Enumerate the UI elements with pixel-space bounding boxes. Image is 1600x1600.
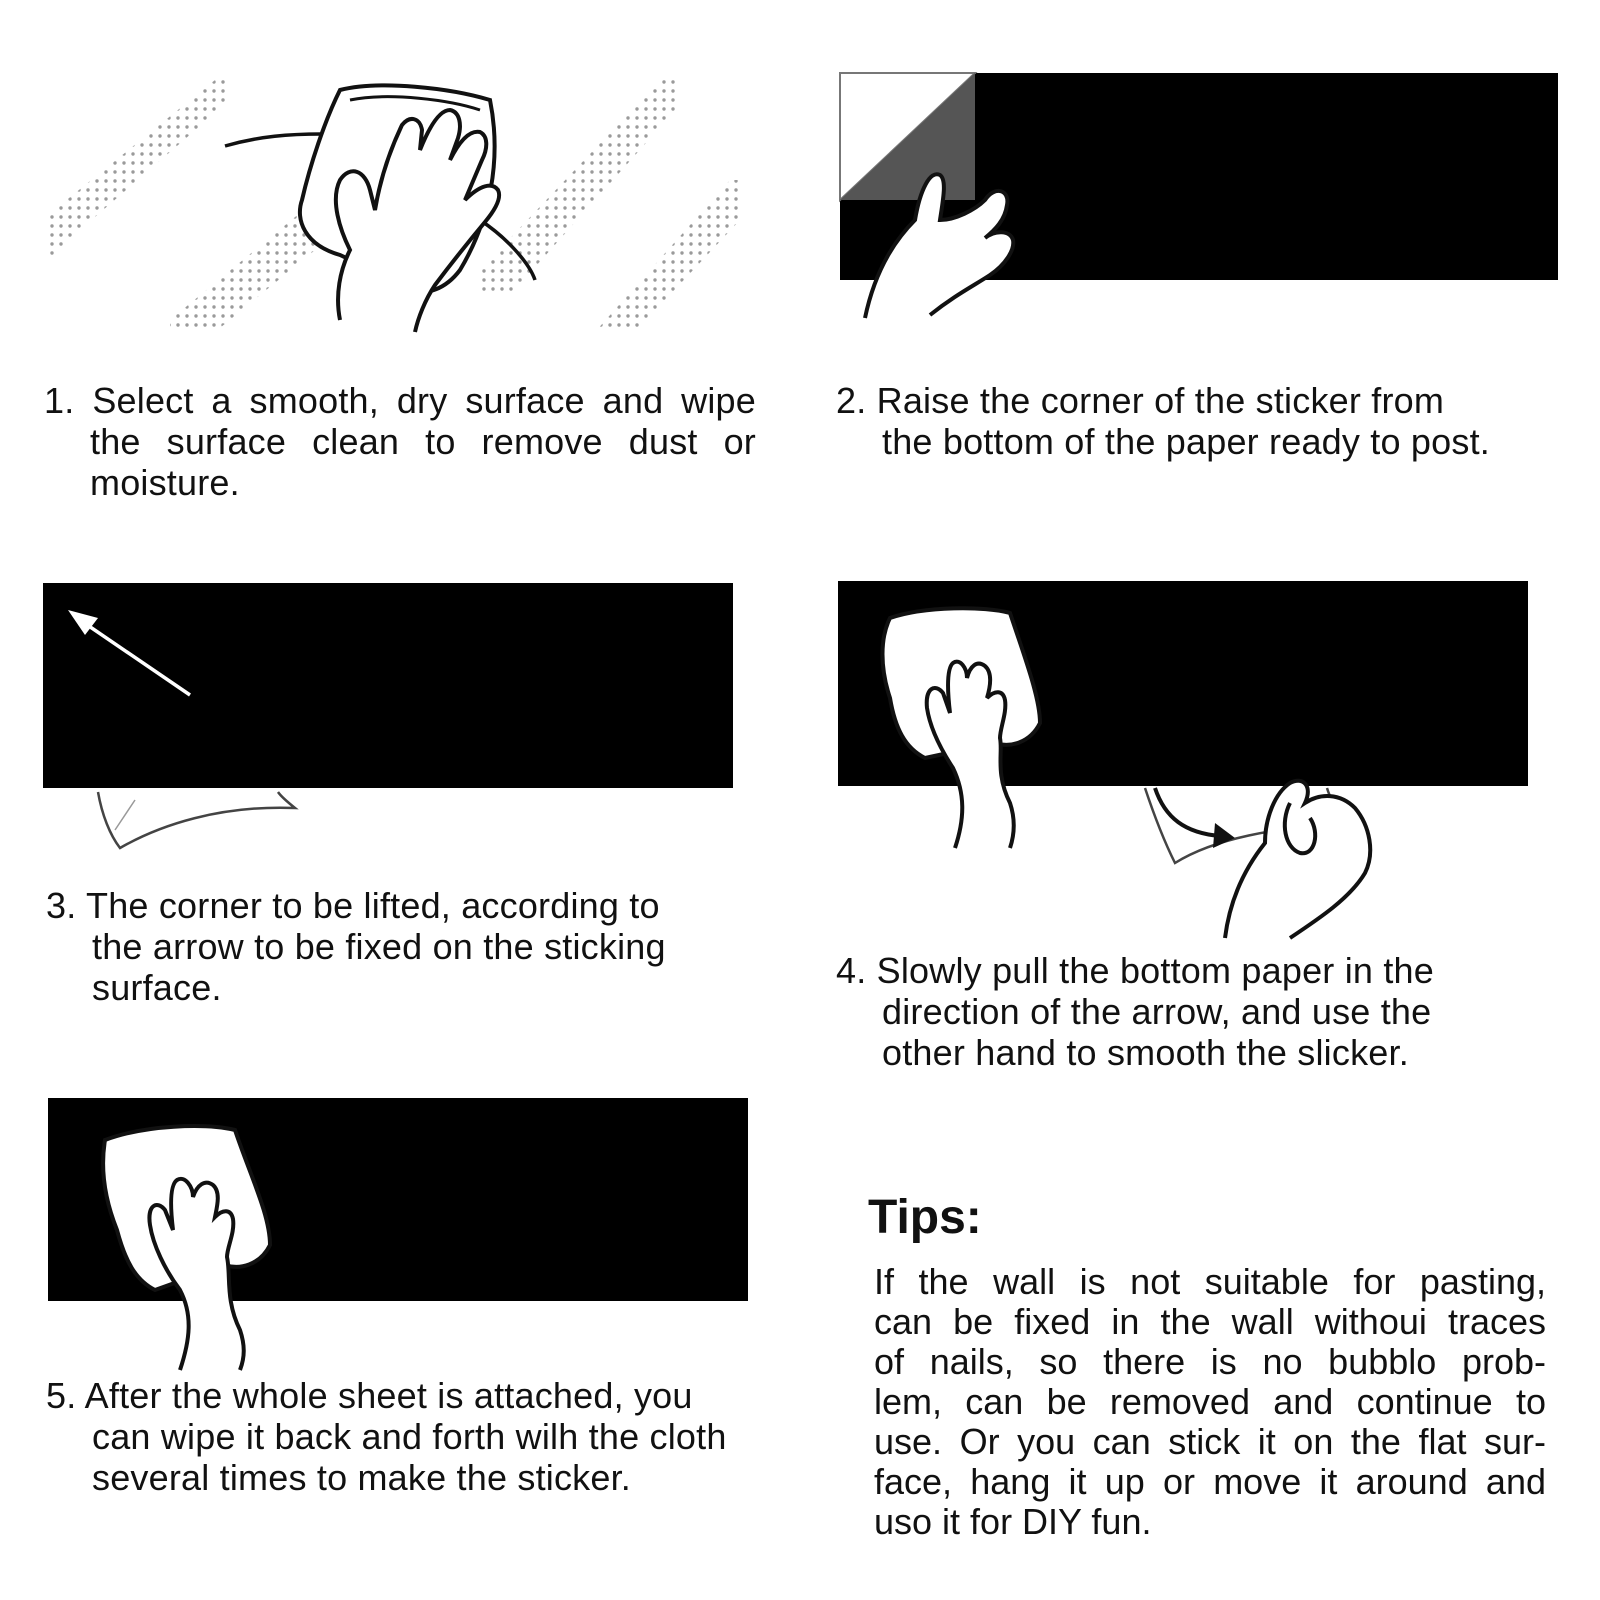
tips-body bbox=[874, 1262, 1546, 1542]
step-line: Select a smooth, dry surface and wipe bbox=[92, 380, 757, 421]
step-number: 3. bbox=[46, 885, 77, 926]
step-line: Slowly pull the bottom paper in the bbox=[876, 950, 1434, 991]
step-4-illustration bbox=[835, 578, 1565, 948]
step-4-text bbox=[836, 950, 1566, 1073]
step-number: 4. bbox=[836, 950, 867, 991]
step-2-text bbox=[836, 380, 1566, 462]
step-number: 2. bbox=[836, 380, 867, 421]
step-1-text bbox=[44, 380, 756, 503]
step-line: The corner to be lifted, according to bbox=[86, 885, 660, 926]
tips-title: Tips: bbox=[868, 1191, 982, 1244]
step-number: 5. bbox=[46, 1375, 77, 1416]
step-5-illustration bbox=[45, 1095, 755, 1375]
tips-line: face, hang it up or move it around and bbox=[874, 1461, 1546, 1502]
step-line: the bottom of the paper ready to post. bbox=[882, 421, 1490, 462]
step-line: Raise the corner of the sticker from bbox=[876, 380, 1445, 421]
step-1-illustration bbox=[40, 70, 760, 340]
step-line: can wipe it back and forth wilh the cloth bbox=[92, 1416, 727, 1457]
tips-line: use. Or you can stick it on the flat sur- bbox=[874, 1421, 1546, 1462]
step-line: the surface clean to remove dust or bbox=[90, 421, 756, 462]
step-2-illustration bbox=[835, 70, 1565, 330]
step-line: several times to make the sticker. bbox=[92, 1457, 631, 1498]
step-line: other hand to smooth the slicker. bbox=[882, 1032, 1409, 1073]
sticker-panel bbox=[43, 583, 733, 788]
step-3-text bbox=[46, 885, 746, 1008]
tips-line: lem, can be removed and continue to bbox=[874, 1381, 1546, 1422]
step-3-illustration bbox=[40, 580, 740, 850]
step-line: direction of the arrow, and use the bbox=[882, 991, 1432, 1032]
step-5-text bbox=[46, 1375, 776, 1498]
step-line: moisture. bbox=[90, 462, 240, 503]
step-number: 1. bbox=[44, 380, 75, 421]
step-line: After the whole sheet is attached, you bbox=[84, 1375, 693, 1416]
tips-line: uso it for DIY fun. bbox=[874, 1501, 1152, 1542]
step-line: the arrow to be fixed on the sticking bbox=[92, 926, 666, 967]
step-line: surface. bbox=[92, 967, 222, 1008]
tips-line: If the wall is not suitable for pasting, bbox=[874, 1261, 1546, 1302]
backing-paper bbox=[98, 792, 295, 848]
tips-line: can be fixed in the wall withoui traces bbox=[874, 1301, 1546, 1342]
tips-line: of nails, so there is no bubblo prob- bbox=[874, 1341, 1546, 1382]
